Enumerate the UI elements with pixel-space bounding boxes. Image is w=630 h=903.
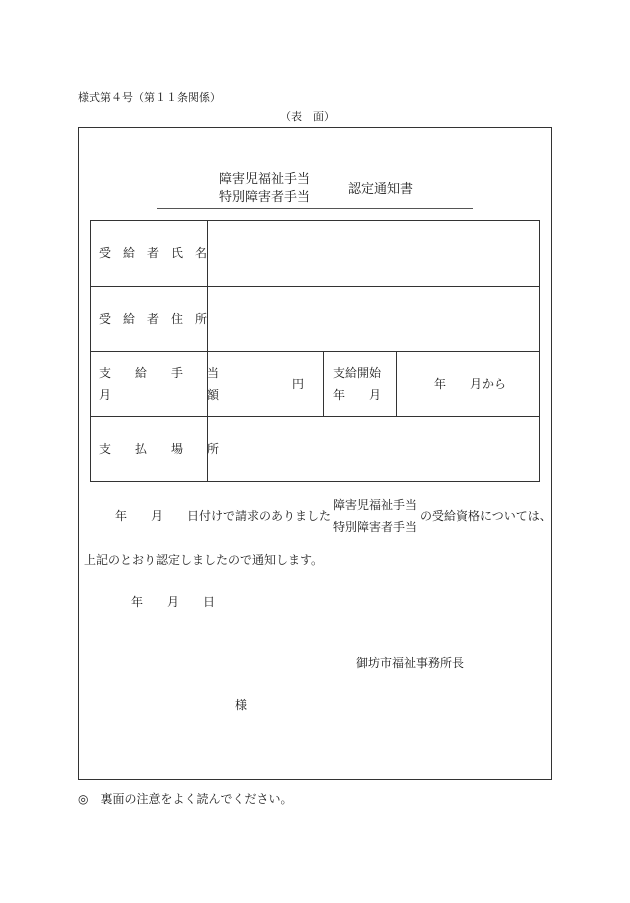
front-side-label: （表 面）: [280, 110, 335, 123]
body-allowance-child: 障害児福祉手当: [333, 498, 418, 512]
reverse-side-note: ◎ 裏面の注意をよく読んでください。: [78, 792, 293, 806]
table-column-divider: [396, 351, 397, 416]
issuer-title: 御坊市福祉事務所長: [356, 656, 465, 670]
addressee-suffix: 様: [235, 698, 248, 712]
table-column-divider: [323, 351, 324, 416]
title-allowance-special: 特別障害者手当: [219, 190, 311, 205]
monthly-amount-label-line1: 支 給 手 当: [99, 366, 220, 380]
table-row-divider: [90, 351, 540, 352]
notice-date: 年 月 日: [131, 595, 216, 609]
recipient-address-label: 受 給 者 住 所: [99, 312, 208, 326]
recipient-name-field[interactable]: [210, 223, 536, 283]
notification-text: 上記のとおり認定しましたので通知します。: [84, 553, 324, 567]
start-date-label-line1: 支給開始: [333, 366, 382, 380]
yen-unit: 円: [292, 377, 305, 391]
payment-place-field[interactable]: [210, 419, 536, 479]
recipient-address-field[interactable]: [210, 289, 536, 348]
start-date-label-line2: 年 月: [333, 388, 382, 402]
table-row-divider: [90, 286, 540, 287]
start-date-value: 年 月から: [434, 377, 507, 391]
payment-place-label: 支 払 場 所: [99, 442, 220, 456]
table-row-divider: [90, 416, 540, 417]
request-date-text: 年 月 日付けで請求のありました: [115, 509, 332, 523]
recipient-name-label: 受 給 者 氏 名: [99, 246, 208, 260]
page-title: 認定通知書: [348, 182, 414, 197]
form-number-label: 様式第４号（第１１条関係）: [78, 91, 221, 104]
eligibility-text: の受給資格については、: [420, 509, 552, 523]
title-allowance-child: 障害児福祉手当: [219, 172, 311, 187]
title-underline: [157, 208, 473, 209]
monthly-amount-label-line2: 月 額: [99, 388, 220, 402]
body-allowance-special: 特別障害者手当: [333, 520, 418, 534]
